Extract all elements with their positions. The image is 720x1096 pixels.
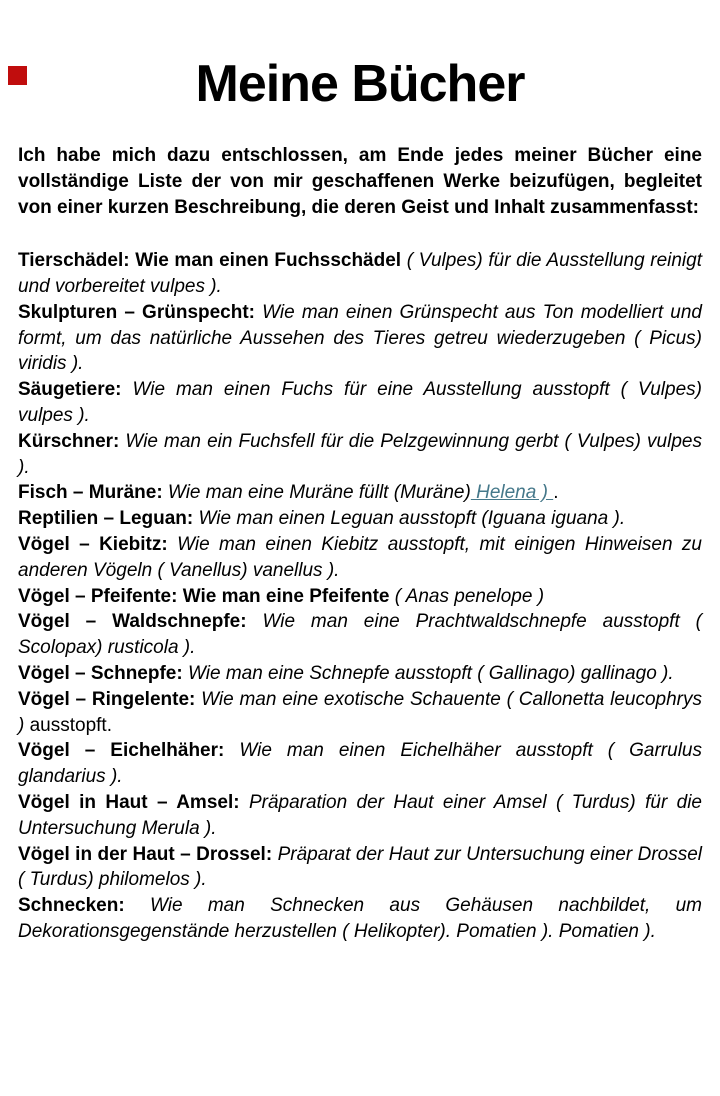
book-entry (18, 893, 702, 945)
text-segment: Wie man Schnecken aus Gehäusen nachbildet, um Dekorationsgegenstände herzustellen ( Helikopter). Pomatien ). Pomatien ). (18, 895, 702, 942)
red-marker (8, 66, 27, 85)
book-entry (18, 300, 702, 377)
book-list (18, 248, 702, 945)
text-segment: Wie man einen Kiebitz ausstopft, mit einigen Hinweisen zu anderen Vögeln ( Vanellus) vanellus ). (18, 533, 702, 581)
book-entry (18, 661, 702, 687)
book-entry (18, 480, 702, 506)
text-segment: Vögel in der Haut – Drossel: (18, 843, 278, 865)
text-segment: Vögel – Waldschnepfe: (18, 611, 263, 633)
text-segment: Wie man einen Grünspecht aus Ton modelliert und formt, um das natürliche Aussehen des Tieres getreu wiederzugeben ( Picus) viridis ). (18, 301, 702, 375)
intro-paragraph: Ich habe mich dazu entschlossen, am Ende jedes meiner Bücher eine vollständige Liste der von mir geschaffenen Werke beizufügen, begleitet von einer kurzen Beschreibung, die deren Geist und Inhalt zusammenfasst: (18, 145, 702, 219)
slide-page (0, 56, 720, 945)
page-title: Meine Bücher (195, 55, 525, 113)
text-segment: Fisch – Muräne: (18, 482, 168, 504)
text-segment: Präparat der Haut zur Untersuchung einer Drossel ( Turdus) philomelos ). (18, 843, 702, 891)
book-entry (18, 609, 702, 661)
text-segment: Vögel – Pfeifente: Wie man eine Pfeifente (18, 585, 395, 607)
book-entry (18, 842, 702, 894)
text-segment: Vögel – Schnepfe: (18, 662, 188, 684)
book-entry (18, 687, 702, 739)
book-entry (18, 506, 702, 532)
helena-link[interactable]: Helena ) (470, 482, 554, 504)
book-entry (18, 377, 702, 429)
text-segment: Wie man einen Eichelhäher ausstopft ( Garrulus glandarius ). (18, 740, 702, 788)
text-segment: Wie man eine Muräne füllt (Muräne) (167, 482, 471, 504)
text-segment: Wie man einen Leguan ausstopft (Iguana iguana ). (198, 508, 626, 530)
text-segment: Wie man eine exotische Schauente ( Callonetta leucophrys ) (18, 688, 702, 736)
text-segment: Vögel – Kiebitz: (18, 533, 178, 555)
book-entry (18, 738, 702, 790)
text-segment: Wie man eine Schnepfe ausstopft ( Gallinago) gallinago ). (187, 662, 674, 684)
text-segment: Tierschädel: Wie man einen Fuchsschädel (18, 250, 407, 272)
text-segment: Skulpturen – Grünspecht: (18, 301, 263, 323)
text-segment: ( Anas penelope ) (394, 585, 545, 607)
text-segment: Wie man ein Fuchsfell für die Pelzgewinnung gerbt ( Vulpes) vulpes ). (18, 430, 702, 478)
text-segment: Vögel – Ringelente: (18, 688, 202, 710)
text-segment: . (553, 482, 559, 504)
book-entry (18, 584, 702, 610)
text-segment: Schnecken: (18, 895, 150, 917)
text-segment: Vögel in Haut – Amsel: (18, 791, 249, 813)
book-entry (18, 429, 702, 481)
text-segment: ausstopft. (29, 714, 112, 736)
text-segment: Präparation der Haut einer Amsel ( Turdus) für die Untersuchung Merula ). (18, 791, 702, 839)
book-entry (18, 248, 702, 300)
text-segment: Säugetiere: (18, 379, 133, 401)
book-entry (18, 790, 702, 842)
text-segment: Wie man einen Fuchs für eine Ausstellung ausstopft ( Vulpes) vulpes ). (18, 379, 702, 426)
text-segment: Kürschner: (18, 430, 126, 452)
text-segment: Vögel – Eichelhäher: (18, 740, 240, 762)
text-segment: ( Vulpes) für die Ausstellung reinigt und vorbereitet vulpes ). (18, 250, 702, 297)
text-segment: Reptilien – Leguan: (18, 508, 199, 530)
text-segment: Wie man eine Prachtwaldschnepfe ausstopft ( Scolopax) rusticola ). (18, 611, 702, 659)
book-entry (18, 532, 702, 584)
